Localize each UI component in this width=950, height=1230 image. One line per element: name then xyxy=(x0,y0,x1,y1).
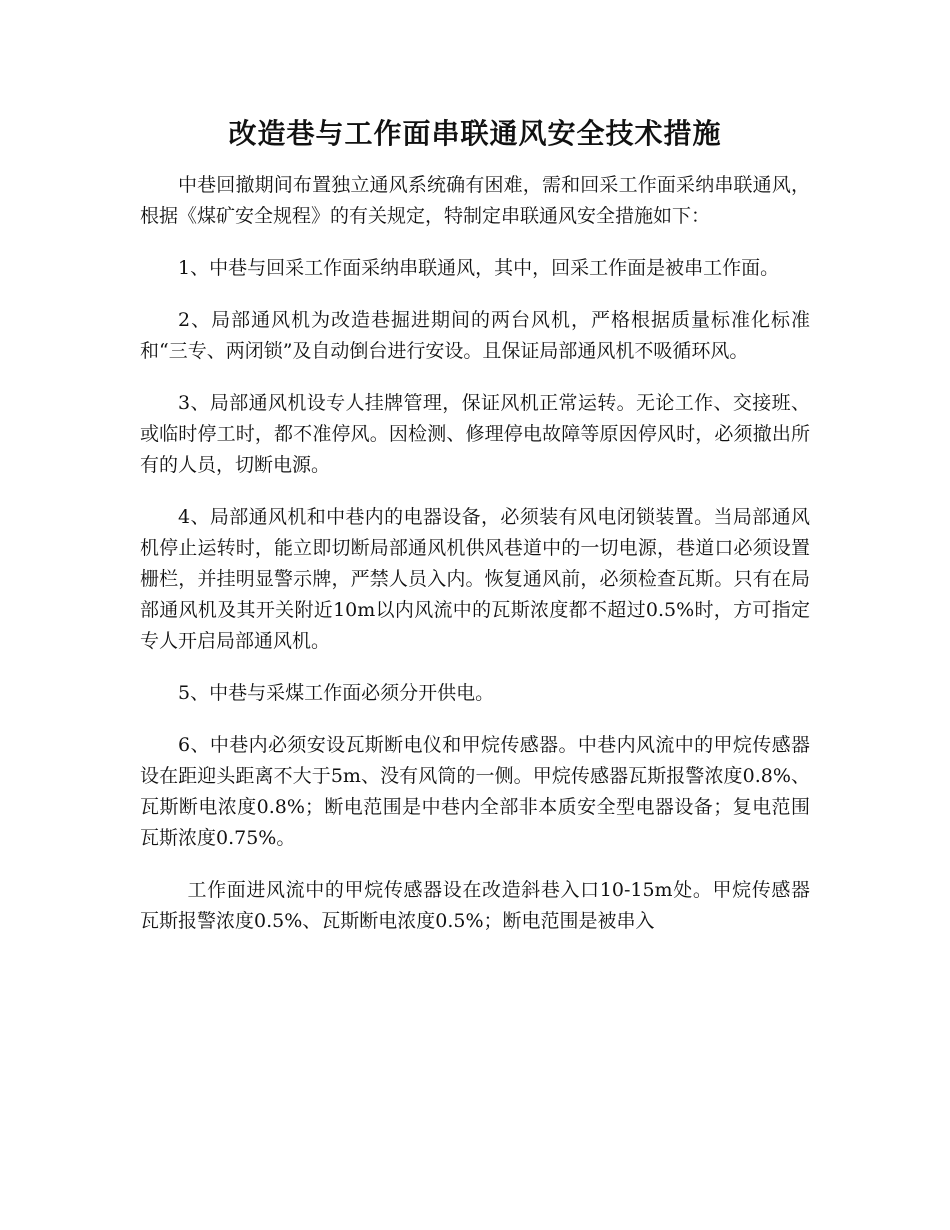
measure-item-5: 5、中巷与采煤工作面必须分开供电。 xyxy=(178,682,495,704)
document-body xyxy=(140,170,810,958)
measure-item-2: 2、局部通风机为改造巷掘进期间的两台风机，严格根据质量标准化标准和“三专、两闭锁”及自动倒台进行安设。且保证局部通风机不吸循环风。 xyxy=(140,309,810,362)
document-title: 改造巷与工作面串联通风安全技术措施 xyxy=(228,117,722,150)
continuation-paragraph: 工作面进风流中的甲烷传感器设在改造斜巷入口10-15m处。甲烷传感器瓦斯报警浓度0.5%、瓦斯断电浓度0.5%；断电范围是被串入 xyxy=(140,879,810,932)
measure-item-4: 4、局部通风机和中巷内的电器设备，必须装有风电闭锁装置。当局部通风机停止运转时，能立即切断局部通风机供风巷道中的一切电源，巷道口必须设置栅栏，并挂明显警示牌，严禁人员入内。恢复通风前，必须检查瓦斯。只有在局部通风机及其开关附近10m以内风流中的瓦斯浓度都不超过0.5%时，方可指定专人开启局部通风机。 xyxy=(140,506,810,652)
intro-paragraph: 中巷回撤期间布置独立通风系统确有困难，需和回采工作面采纳串联通风，根据《煤矿安全规程》的有关规定，特制定串联通风安全措施如下： xyxy=(140,174,810,227)
measure-item-6: 6、中巷内必须安设瓦斯断电仪和甲烷传感器。中巷内风流中的甲烷传感器设在距迎头距离不大于5m、没有风筒的一侧。甲烷传感器瓦斯报警浓度0.8%、瓦斯断电浓度0.8%；断电范围是中巷内全部非本质安全型电器设备；复电范围瓦斯浓度0.75%。 xyxy=(140,734,810,849)
measure-item-3: 3、局部通风机设专人挂牌管理，保证风机正常运转。无论工作、交接班、或临时停工时，都不准停风。因检测、修理停电故障等原因停风时，必须撤出所有的人员，切断电源。 xyxy=(140,392,810,476)
measure-item-1: 1、中巷与回采工作面采纳串联通风，其中，回采工作面是被串工作面。 xyxy=(178,257,780,279)
